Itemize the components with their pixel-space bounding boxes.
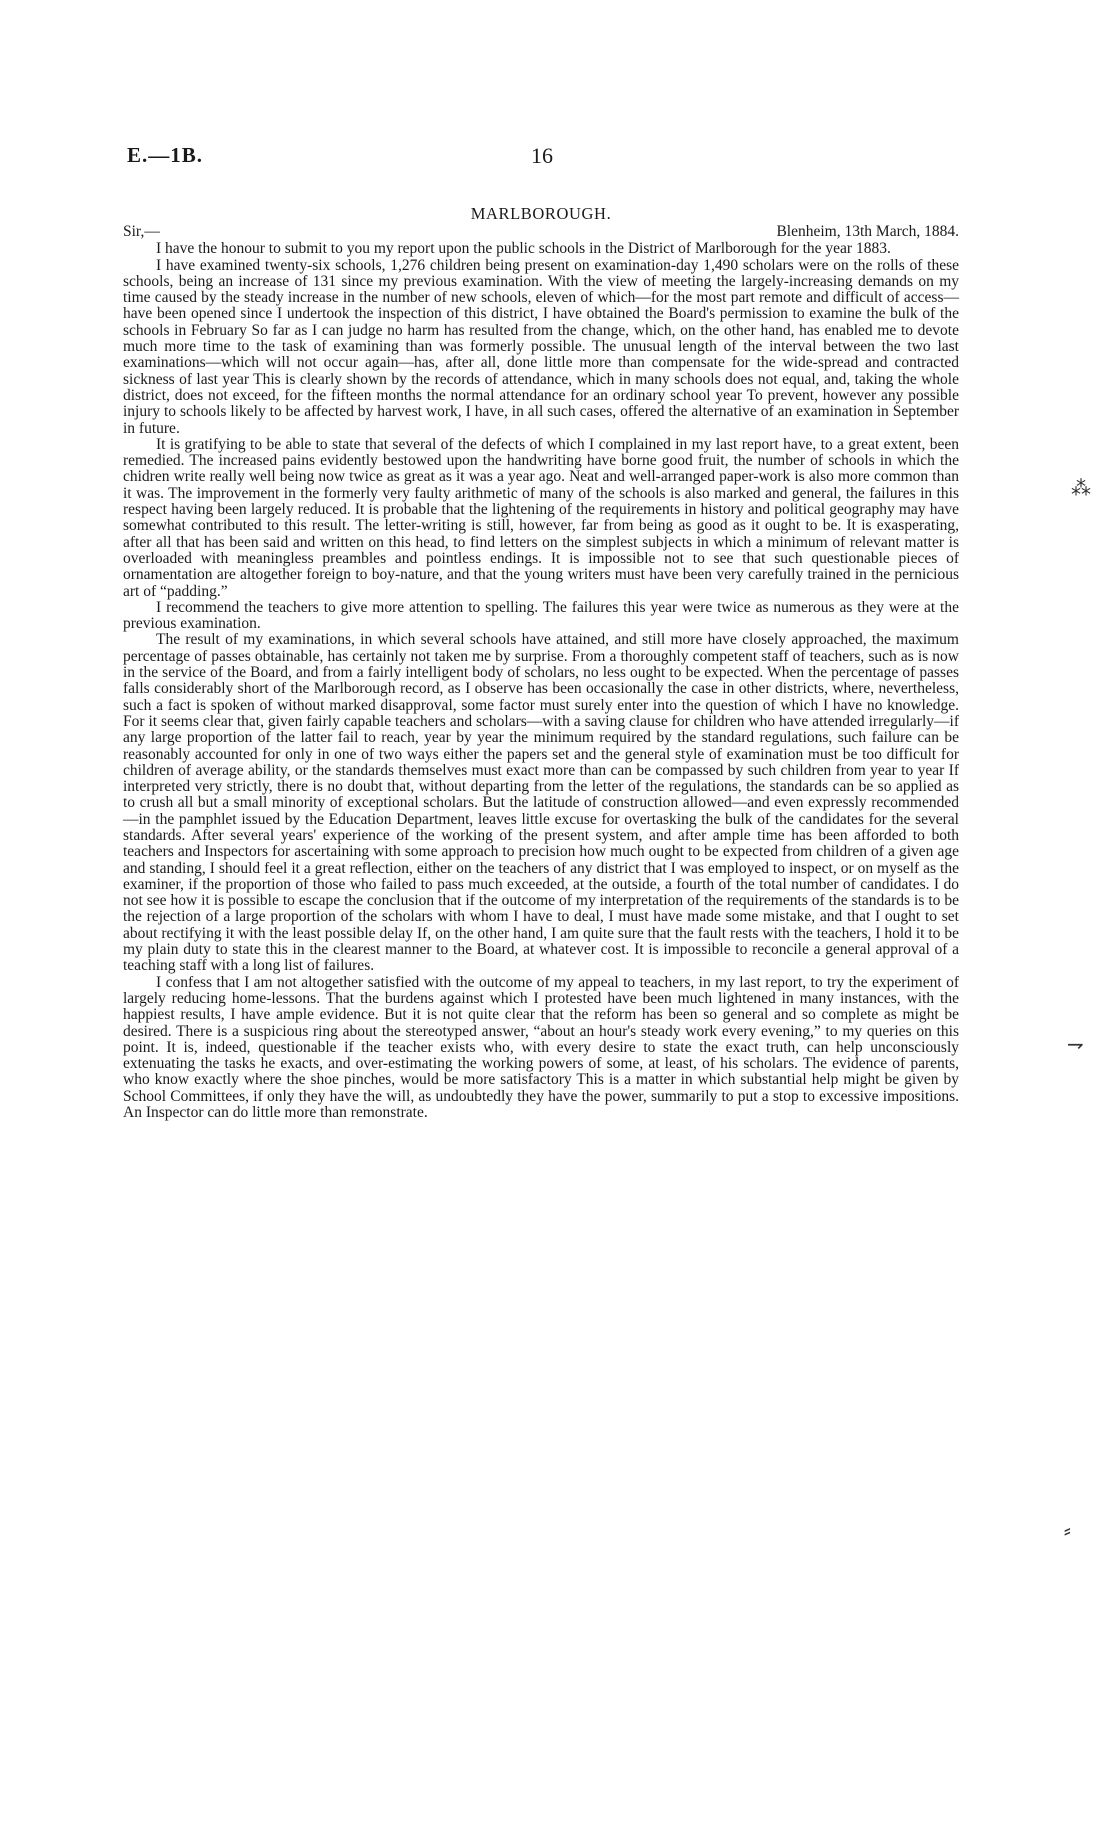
report-body xyxy=(123,206,959,1121)
salutation: Sir,— xyxy=(123,223,160,241)
margin-mark-icon: ⇁ xyxy=(1067,1032,1084,1056)
page-number: 16 xyxy=(531,143,553,168)
margin-mark-icon: ⸗ xyxy=(1064,1518,1071,1542)
district-title: MARLBOROUGH. xyxy=(470,204,612,223)
paragraph-examination-summary: I have examined twenty-six schools, 1,276 children being present on examination-day 1,490 scholars were on the rolls of these schools, being an increase of 131 since my previous examination. With the view of meeting the largely-increasing demands on my time caused by the steady increase in the number of new schools, eleven of which—for the most part remote and difficult of access—have been opened since I undertook the inspection of this district, I have obtained the Board's permission to examine the bulk of the schools in February So far as I can judge no harm has resulted from the change, which, on the other hand, has enabled me to devote much more time to the task of examining than was formerly possible. The unusual length of the interval between the two last examinations—which will not occur again—has, after all, done little more than compensate for the wide-spread and contracted sickness of last year This is clearly shown by the records of attendance, which in many schools does not equal, and, taking the whole district, does not exceed, for the fifteen months the normal attendance for an ordinary school year To prevent, however any possible injury to schools likely to be affected by harvest work, I have, in all such cases, offered the alternative of an examination in September in future. xyxy=(123,256,959,437)
page-header xyxy=(127,143,955,173)
paragraph-examination-results: The result of my examinations, in which several schools have attained, and still more have closely approached, the maximum percentage of passes obtainable, has certainly not taken me by surprise. From a thoroughly competent staff of teachers, such as is now in the service of the Board, and from a fairly intelligent body of scholars, no less ought to be expected. When the percentage of passes falls considerably short of the Marlborough record, as I observe has been occasionally the case in other districts, where, nevertheless, such a fact is spoken of without marked disapproval, some factor must surely enter into the question of which I have no knowledge. For it seems clear that, given fairly capable teachers and scholars—with a saving clause for children who have attended irregularly—if any large proportion of the latter fail to reach, year by year the minimum required by the standard regulations, such failure can be reasonably accounted for only in one of two ways either the papers set and the general style of examination must be too difficult for children of average ability, or the standards themselves must exact more than can be compassed by such children from year to year If interpreted very strictly, there is no doubt that, without departing from the letter of the regulations, the standards can be so applied as to crush all but a small minority of exceptional scholars. But the latitude of construction allowed—and even expressly recommended—in the pamphlet issued by the Education Department, leaves little excuse for overtasking the bulk of the candidates for the several standards. After several years' experience of the working of the present system, and after ample time has been afforded to both teachers and Inspectors for ascertaining with some approach to precision how much ought to be expected from children of a given age and standing, I should feel it a great reflection, either on the teachers of any district that I was employed to inspect, or on myself as the examiner, if the proportion of those who failed to pass much exceeded, at the outside, a fourth of the total number of candidates. I do not see how it is possible to escape the conclusion that if the outcome of my interpretation of the requirements of the standards is to be the rejection of a large proportion of the scholars with whom I have to deal, I must have made some mistake, and that I ought to set about rectifying it with the least possible delay If, on the other hand, I am quite sure that the fault rests with the teachers, I hold it to be my plain duty to state this in the clearest manner to the Board, at whatever cost. It is impossible to reconcile a general approval of a teaching staff with a long list of failures. xyxy=(123,631,959,975)
margin-mark-icon: ⁂ xyxy=(1071,476,1091,500)
paragraph-spelling: I recommend the teachers to give more attention to spelling. The failures this year were twice as numerous as they were at the previous examination. xyxy=(123,598,959,633)
series-code: E.—1B. xyxy=(127,143,204,167)
paragraph-opening: I have the honour to submit to you my report upon the public schools in the District of Marlborough for the year 1883. xyxy=(156,240,891,258)
dateline: Blenheim, 13th March, 1884. xyxy=(776,223,959,241)
paragraph-home-lessons: I confess that I am not altogether satisfied with the outcome of my appeal to teachers, in my last report, to try the experiment of largely reducing home-lessons. That the burdens against which I protested have been much lightened in many instances, with the happiest results, I have ample evidence. But it is not quite clear that the reform has been so general and so complete as might be desired. There is a suspicious ring about the stereotyped answer, “about an hour's steady work every evening,” to my queries on this point. It is, indeed, questionable if the teacher exists who, with every desire to state the exact truth, can help unconsciously extenuating the tasks he exacts, and over-estimating the working powers of some, at least, of his scholars. The evidence of parents, who know exactly where the shoe pinches, would be more satisfactory This is a matter in which substantial help might be given by School Committees, if only they have the will, as undoubtedly they have the power, summarily to put a stop to excessive impositions. An Inspector can do little more than remonstrate. xyxy=(123,973,959,1122)
paragraph-remedied-defects: It is gratifying to be able to state that several of the defects of which I complained in my last report have, to a great extent, been remedied. The increased pains evidently bestowed upon the handwriting have borne good fruit, the number of schools in which the chidren write really well being now twice as great as it was a year ago. Neat and well-arranged paper-work is also more common than it was. The improvement in the formerly very faulty arithmetic of many of the schools is also marked and general, the failures in this respect having been largely reduced. It is probable that the lightening of the requirements in history and political geography may have somewhat contributed to this result. The letter-writing is still, however, far from being as good as it ought to be. It is exasperating, after all that has been said and written on this head, to find letters on the simplest subjects in which a minimum of relevant matter is overloaded with meaningless preambles and pointless endings. It is impossible not to see that such questionable pieces of ornamentation are altogether foreign to boy-nature, and that the young writers must have been very carefully trained in the pernicious art of “padding.” xyxy=(123,435,959,600)
salutation-row xyxy=(123,224,959,241)
